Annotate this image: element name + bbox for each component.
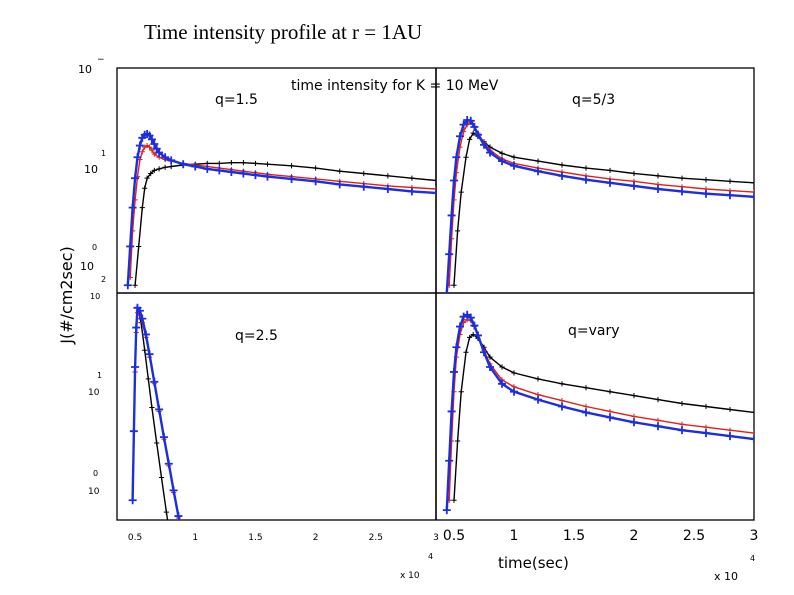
series-line-blue [447, 120, 754, 293]
y-tick-label: 10 [88, 388, 100, 398]
data-point-blue [726, 191, 734, 199]
data-point-blue [750, 193, 758, 201]
data-point-black [607, 168, 612, 173]
data-point-blue [155, 405, 163, 413]
data-point-blue [432, 189, 440, 197]
data-point-blue [179, 538, 187, 546]
x-tick-label: 1 [192, 533, 199, 543]
data-point-black [241, 160, 246, 165]
data-point-black [313, 165, 318, 170]
data-point-black [163, 165, 168, 170]
data-point-black [535, 376, 540, 381]
data-point-black [361, 171, 366, 176]
data-point-black [655, 397, 660, 402]
y-tick-label: 10 [88, 487, 100, 497]
data-point-black [455, 228, 460, 233]
data-point-red [140, 149, 145, 154]
x-tick-label: 2.5 [368, 533, 383, 543]
data-point-blue [450, 177, 458, 185]
data-point-red [727, 428, 732, 433]
data-point-black [559, 162, 564, 167]
panel-annotation: q=1.5 [215, 92, 258, 108]
data-point-black [631, 171, 636, 176]
data-point-black [451, 283, 456, 288]
y-tick-exponent: 2 [101, 275, 107, 284]
data-point-black [140, 205, 145, 210]
x-tick-label: 3 [749, 528, 759, 544]
data-point-black [229, 160, 234, 165]
series-line-red [133, 313, 184, 545]
x-exponent-left: 4 [428, 552, 434, 561]
panel-top-right [443, 92, 758, 297]
panel-frames [117, 68, 754, 520]
x-tick-label: 1.5 [562, 528, 586, 544]
data-point-black [535, 159, 540, 164]
data-point-blue [558, 403, 566, 411]
data-point-blue [630, 418, 638, 426]
data-point-black [463, 155, 468, 160]
data-point-black [727, 179, 732, 184]
data-point-blue [582, 176, 590, 184]
data-point-black [159, 475, 164, 480]
y-tick-label: 10 [80, 260, 94, 273]
panel-annotation: q=vary [568, 323, 620, 339]
x-tick-label: 3 [433, 533, 439, 543]
x-tick-label: 0.5 [442, 528, 466, 544]
data-point-red [751, 431, 756, 436]
x-tick-label: 2.5 [682, 528, 706, 544]
data-point-black [451, 498, 456, 503]
slide-title: Time intensity profile at r = 1AU [144, 20, 423, 44]
data-point-black [337, 169, 342, 174]
data-point-black [433, 178, 438, 183]
data-point-black [607, 389, 612, 394]
y-tick-exponent: 1 [101, 149, 107, 158]
data-point-black [583, 385, 588, 390]
data-point-blue [726, 432, 734, 440]
data-point-blue [452, 343, 460, 351]
data-point-blue [443, 506, 451, 514]
data-point-blue [146, 350, 154, 358]
data-point-black [217, 161, 222, 166]
y-tick-exponent: 0 [92, 243, 98, 252]
data-point-blue [136, 142, 144, 150]
figure-suptitle: time intensity for K = 10 MeV [291, 78, 499, 94]
data-point-black [164, 510, 169, 515]
data-point-black [459, 389, 464, 394]
y-tick-label: 10 [90, 292, 101, 301]
x-axis-label: time(sec) [498, 554, 569, 572]
data-point-blue [174, 512, 182, 520]
data-point-black [511, 155, 516, 160]
data-point-black [385, 173, 390, 178]
data-point-black [727, 407, 732, 412]
data-point-black [142, 186, 147, 191]
panel-bottom-left [128, 304, 439, 547]
data-point-blue [582, 408, 590, 416]
x-tick-label: 1.5 [248, 533, 263, 543]
data-point-black [703, 404, 708, 409]
data-point-black [679, 401, 684, 406]
data-point-black [459, 190, 464, 195]
data-point-black [157, 166, 162, 171]
data-point-blue [654, 422, 662, 430]
x-tick-label: 0.5 [127, 533, 143, 543]
data-point-black [409, 176, 414, 181]
data-point-black [169, 542, 174, 547]
x-multiplier-left: x 10 [400, 571, 420, 581]
data-point-blue [750, 435, 758, 443]
data-point-blue [678, 187, 686, 195]
y-tick-label: 10 [78, 63, 92, 76]
data-point-blue [606, 179, 614, 187]
data-point-blue [654, 185, 662, 193]
panel-bottom-right [443, 311, 759, 544]
data-point-black [679, 176, 684, 181]
data-point-black [631, 393, 636, 398]
data-point-blue [445, 457, 453, 465]
data-point-red [181, 542, 186, 547]
data-point-black [751, 180, 756, 185]
series-line-red [449, 320, 754, 501]
series-line-blue [133, 308, 184, 542]
data-point-blue [130, 427, 138, 435]
data-point-red [655, 418, 660, 423]
data-point-red [703, 425, 708, 430]
data-point-black [655, 173, 660, 178]
data-point-black [253, 161, 258, 166]
series-line-blue [128, 134, 436, 285]
data-point-blue [129, 496, 137, 504]
data-point-black [751, 410, 756, 415]
data-point-black [146, 376, 151, 381]
data-point-black [149, 405, 154, 410]
data-point-blue [702, 190, 710, 198]
series-line-blue [447, 315, 754, 510]
data-point-black [463, 350, 468, 355]
data-point-black [583, 165, 588, 170]
panel-annotation: q=2.5 [235, 328, 278, 344]
x-exponent-right: 4 [750, 554, 756, 563]
data-point-blue [443, 289, 451, 297]
data-point-blue [450, 368, 458, 376]
data-point-black [559, 381, 564, 386]
data-point-black [703, 177, 708, 182]
data-point-red [631, 414, 636, 419]
data-point-blue [126, 242, 134, 250]
y-tick-exponent: 0 [93, 469, 99, 478]
data-point-blue [534, 396, 542, 404]
data-point-blue [606, 413, 614, 421]
series-line-black [135, 163, 436, 286]
data-point-blue [474, 331, 482, 339]
y-tick-exponent: 1 [97, 371, 103, 380]
y-axis-label: J(#/cm2sec) [57, 246, 76, 344]
x-tick-label: 2 [312, 533, 319, 543]
x-tick-label: 1 [509, 528, 519, 544]
x-multiplier-right: x 10 [714, 570, 739, 583]
chart-marks [124, 92, 759, 547]
data-point-black [265, 162, 270, 167]
series-line-black [133, 308, 172, 545]
data-point-blue [131, 363, 139, 371]
data-point-red [583, 404, 588, 409]
data-point-blue [408, 187, 416, 195]
data-point-black [154, 440, 159, 445]
data-point-blue [445, 250, 453, 258]
data-point-blue [448, 407, 456, 415]
data-point-blue [160, 433, 168, 441]
data-point-black [136, 244, 141, 249]
data-point-blue [678, 426, 686, 434]
panel-top-left [124, 92, 440, 289]
y-tick-label: 10 [84, 163, 98, 176]
data-point-red [559, 398, 564, 403]
data-point-blue [165, 460, 173, 468]
x-tick-label: 2 [629, 528, 639, 544]
data-point-blue [702, 429, 710, 437]
data-point-blue [150, 378, 158, 386]
data-point-black [132, 283, 137, 288]
data-point-black [499, 151, 504, 156]
data-point-black [289, 163, 294, 168]
data-point-black [142, 348, 147, 353]
data-point-red [607, 409, 612, 414]
data-point-blue [124, 281, 132, 289]
data-point-blue [129, 204, 137, 212]
series-line-red [449, 122, 754, 285]
data-point-black [455, 438, 460, 443]
data-point-blue [448, 211, 456, 219]
data-point-red [679, 422, 684, 427]
y-tick-exponent: − [97, 55, 105, 65]
panel-annotation: q=5/3 [572, 92, 616, 108]
data-point-blue [170, 486, 178, 494]
data-point-blue [132, 324, 140, 332]
data-point-black [511, 370, 516, 375]
data-point-blue [630, 182, 638, 190]
series-line-black [454, 335, 754, 501]
data-point-blue [179, 160, 187, 168]
data-point-black [169, 164, 174, 169]
